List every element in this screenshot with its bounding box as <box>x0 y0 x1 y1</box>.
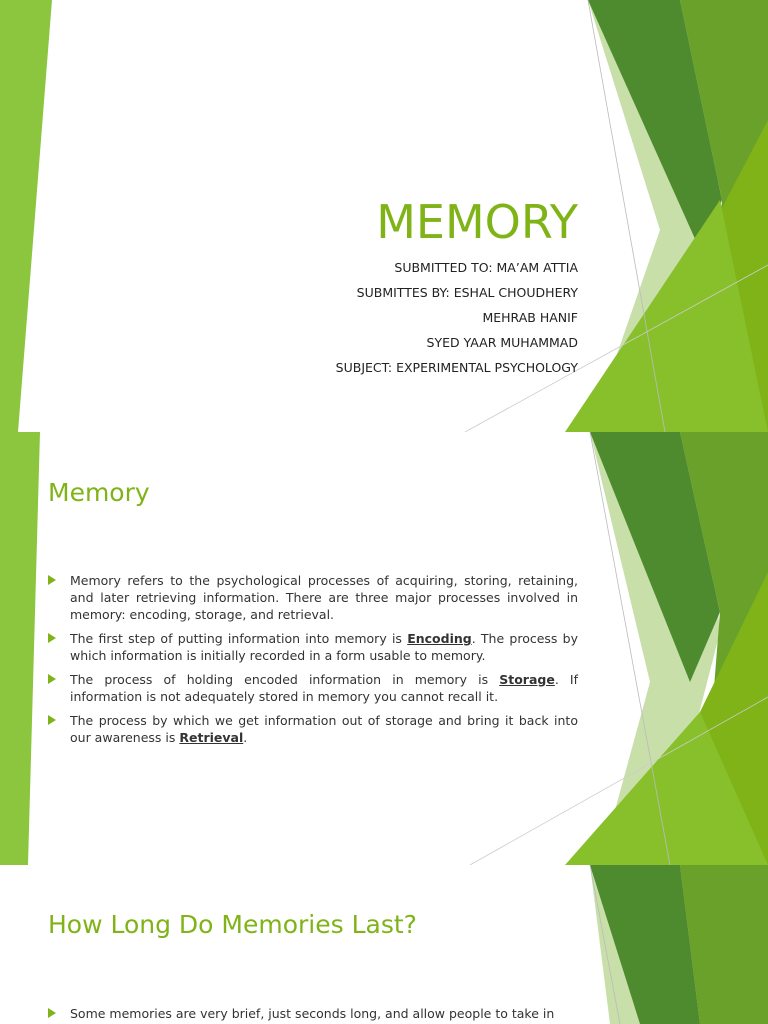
slide-decoration <box>0 865 768 1024</box>
presentation-title: MEMORY <box>376 195 578 249</box>
keyword-encoding: Encoding <box>407 631 472 646</box>
list-item: The first step of putting information into memory is Encoding. The process by which information is initially recorded in a form usable to memory. <box>48 630 578 664</box>
list-item: The process by which we get information out of storage and bring it back into our awareness is Retrieval. <box>48 712 578 746</box>
left-accent-shape <box>0 0 52 432</box>
title-slide <box>0 0 768 432</box>
subject-line: SUBJECT: EXPERIMENTAL PSYCHOLOGY <box>335 360 578 375</box>
submitted-to-line: SUBMITTED TO: MA’AM ATTIA <box>394 260 578 275</box>
bullet-arrow-icon <box>48 633 56 643</box>
author-line: MEHRAB HANIF <box>482 310 578 325</box>
list-item: Some memories are very brief, just seconds long, and allow people to take in <box>48 1005 578 1022</box>
memory-slide <box>0 432 768 865</box>
list-item: Memory refers to the psychological processes of acquiring, storing, retaining, and later retrieving information. There are three major processes involved in memory: encoding, storage, and retrieval. <box>48 572 578 623</box>
list-item: The process of holding encoded information in memory is Storage. If information is not adequately stored in memory you cannot recall it. <box>48 671 578 705</box>
bullet-list <box>48 1005 578 1024</box>
bullet-arrow-icon <box>48 715 56 725</box>
left-accent-shape <box>0 432 40 865</box>
bullet-arrow-icon <box>48 1008 56 1018</box>
memory-duration-slide <box>0 865 768 1024</box>
author-line: SYED YAAR MUHAMMAD <box>426 335 578 350</box>
slide-heading: Memory <box>48 478 150 507</box>
bullet-arrow-icon <box>48 674 56 684</box>
submitted-by-line: SUBMITTES BY: ESHAL CHOUDHERY <box>356 285 578 300</box>
keyword-storage: Storage <box>499 672 555 687</box>
keyword-retrieval: Retrieval <box>179 730 244 745</box>
bullet-list <box>48 572 578 753</box>
slide-heading: How Long Do Memories Last? <box>48 910 417 939</box>
bullet-arrow-icon <box>48 575 56 585</box>
